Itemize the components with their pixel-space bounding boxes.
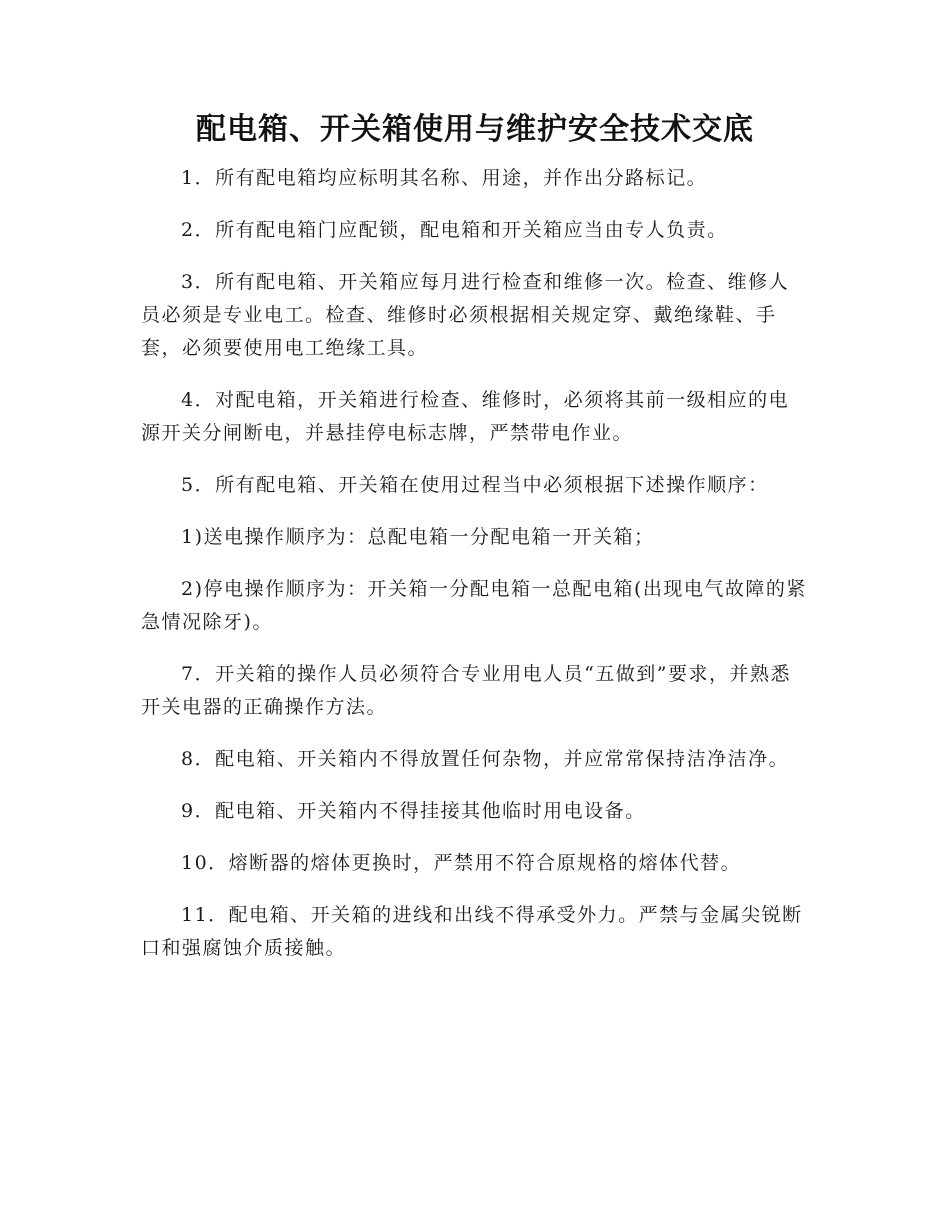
document-body [141, 162, 807, 984]
paragraph-4: 4．对配电箱，开关箱进行检查、维修时，必须将其前一级相应的电源开关分闸断电，并悬挂停电标志牌，严禁带电作业。 [141, 389, 790, 444]
paragraph-5: 5．所有配电箱、开关箱在使用过程当中必须根据下述操作顺序： [181, 474, 769, 496]
paragraph-9: 9．配电箱、开关箱内不得挂接其他临时用电设备。 [181, 800, 646, 822]
paragraph-2: 2．所有配电箱门应配锁，配电箱和开关箱应当由专人负责。 [181, 219, 728, 241]
document-title: 配电箱、开关箱使用与维护安全技术交底 [196, 112, 754, 147]
paragraph-10: 10．熔断器的熔体更换时，严禁用不符合原规格的熔体代替。 [181, 852, 742, 874]
paragraph-7: 7．开关箱的操作人员必须符合专业用电人员“五做到”要求，并熟悉开关电器的正确操作方法。 [141, 663, 792, 718]
paragraph-8: 8．配电箱、开关箱内不得放置任何杂物，并应常常保持洁净洁净。 [181, 748, 790, 770]
paragraph-3: 3．所有配电箱、开关箱应每月进行检查和维修一次。检查、维修人员必须是专业电工。检查、维修时必须根据相关规定穿、戴绝缘鞋、手套，必须要使用电工绝缘工具。 [141, 271, 790, 359]
paragraph-1: 1．所有配电箱均应标明其名称、用途，并作出分路标记。 [181, 167, 708, 189]
paragraph-5-sub-2: 2)停电操作顺序为：开关箱一分配电箱一总配电箱(出现电气故障的紧急情况除牙)。 [141, 578, 807, 633]
paragraph-11: 11．配电箱、开关箱的进线和出线不得承受外力。严禁与金属尖锐断口和强腐蚀介质接触。 [141, 904, 803, 959]
paragraph-5-sub-1: 1)送电操作顺序为：总配电箱一分配电箱一开关箱； [181, 526, 655, 548]
